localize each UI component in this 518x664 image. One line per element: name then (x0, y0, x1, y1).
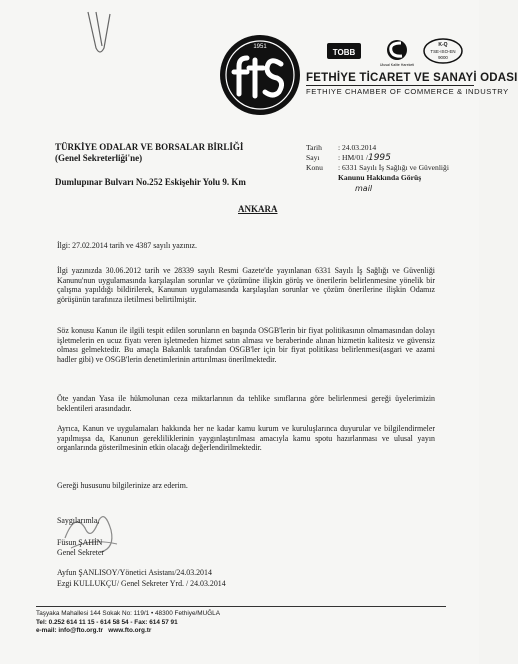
addressee-address: Dumlupınar Bulvarı No.252 Eskişehir Yolu 9. Km (55, 177, 246, 187)
cc-line-2: Ezgi KULLUKÇU/ Genel Sekreter Yrd. / 24.03.2014 (57, 579, 226, 588)
chamber-name-block (306, 72, 518, 96)
cc-line-1: Ayfun ŞANLISOY/Yönetici Asistanı/24.03.2014 (57, 568, 212, 577)
date-value: : 24.03.2014 (338, 143, 377, 152)
paragraph-4: Ayrıca, Kanun ve uygulamaları hakkında her ne kadar kamu kurum ve kuruluşlarınca duyurular ve bilgilendirmeler yapılmışsa da, Kanunun gerekliliklerinin yaygınlaştırılması amacıyla kamu spotu hazırlanması ve ulusal yayın organlarında gösterilmesinin etkin olacağı değerlendirilmektedir. (57, 424, 435, 453)
chamber-name-tr: FETHİYE TİCARET VE SANAYİ ODASI (306, 72, 518, 84)
addressee-city: ANKARA (238, 204, 278, 214)
quality-badge-text: Ulusal Kalite Hareketi (379, 63, 415, 67)
subject-value: : 6331 Sayılı İş Sağlığı ve Güvenliği (338, 163, 449, 172)
footer-website[interactable]: www.fto.org.tr (108, 627, 152, 635)
footer-address: Taşyaka Mahallesi 144 Sokak No: 119/1 • 48300 Fethiye/MUĞLA (36, 610, 220, 617)
subject-label: Konu (306, 163, 323, 172)
iso-badge-mid: TSE-ISO-EN (430, 49, 456, 54)
signer-title: Genel Sekreter (57, 548, 105, 557)
iso-badge-bot: 9000 (438, 55, 448, 60)
addressee-line1: TÜRKİYE ODALAR VE BORSALAR BİRLİĞİ (55, 142, 244, 152)
chamber-name-en: FETHIYE CHAMBER OF COMMERCE & INDUSTRY (306, 87, 509, 96)
iso-badge-top: K-Q (438, 42, 448, 48)
badge-row-icon (325, 37, 465, 67)
paragraph-5: Gereği hususunu bilgilerinize arz ederim. (57, 481, 188, 490)
date-label: Tarih (306, 143, 322, 152)
number-handwritten: 1995 (367, 153, 391, 163)
reference-line: İlgi: 27.02.2014 tarih ve 4387 sayılı yazınız. (57, 241, 198, 250)
footer-email[interactable]: e-mail: info@fto.org.tr (36, 627, 103, 635)
certification-badges (325, 37, 465, 67)
paragraph-3: Öte yandan Yasa ile hükmolunan ceza miktarlarının da tehlike sınıflarına göre belirlenmesi gereği üyelerimizin beklentileri arasındadır. (57, 394, 435, 413)
logo-year: 1951 (253, 44, 267, 50)
subject-value-2: Kanunu Hakkında Görüş (338, 173, 422, 182)
closing-text: Saygılarımla, (57, 516, 100, 525)
footer-phone: Tel: 0.252 614 11 15 - 614 58 54 - Fax: 614 57 91 (36, 618, 178, 626)
number-label: Sayı (306, 153, 320, 162)
handwritten-note: mail (355, 184, 373, 193)
paragraph-2: Söz konusu Kanun ile ilgili tespit edilen sorunların en başında OSGB'lerin bir fiyat politikasının olmamasından dolayı işletmelerin en ucuz fiyatı veren işletmeden hizmet satın alması ve beraberinde alınan hizmetin kalitesiz ve güvensiz olması gelmektedir. Bu amaçla Bakanlık tarafından OSGB'ler için bir fiyat politikası belirlenmesi(asgari ve azami hadler gibi) ve OSGB'lerin denetimlerinin arttırılması önerilmektedir. (57, 326, 435, 364)
letter-footer (36, 606, 446, 636)
number-value: : HM/01 / (338, 153, 368, 162)
paragraph-1: İlgi yazınızda 30.06.2012 tarih ve 28339 sayılı Resmi Gazete'de yayınlanan 6331 Sayılı İş Sağlığı ve Güvenliği Kanunu'nun uygulamasında karşılaşılan sorunlar ve çözümüne ilişkin görüş ve önerilerin belirlenmesine yönelik bir çalışma yapıldığı bildirilerek, Kanunun uygulamasında karşılaşılan sorunlar ve çözüm önerilerine ilişkin Odamız görüşünün tarafınıza iletilmesi belirtilmiştir. (57, 266, 435, 304)
signer-name: Füsun ŞAHİN (57, 538, 103, 547)
addressee-block (55, 142, 243, 164)
tobb-badge-text: TOBB (332, 48, 356, 57)
chamber-logo-icon (217, 32, 303, 118)
paperclip-mark-icon (82, 8, 122, 58)
letter-meta (306, 143, 449, 183)
addressee-line2: (Genel Sekreterliği'ne) (55, 153, 143, 163)
